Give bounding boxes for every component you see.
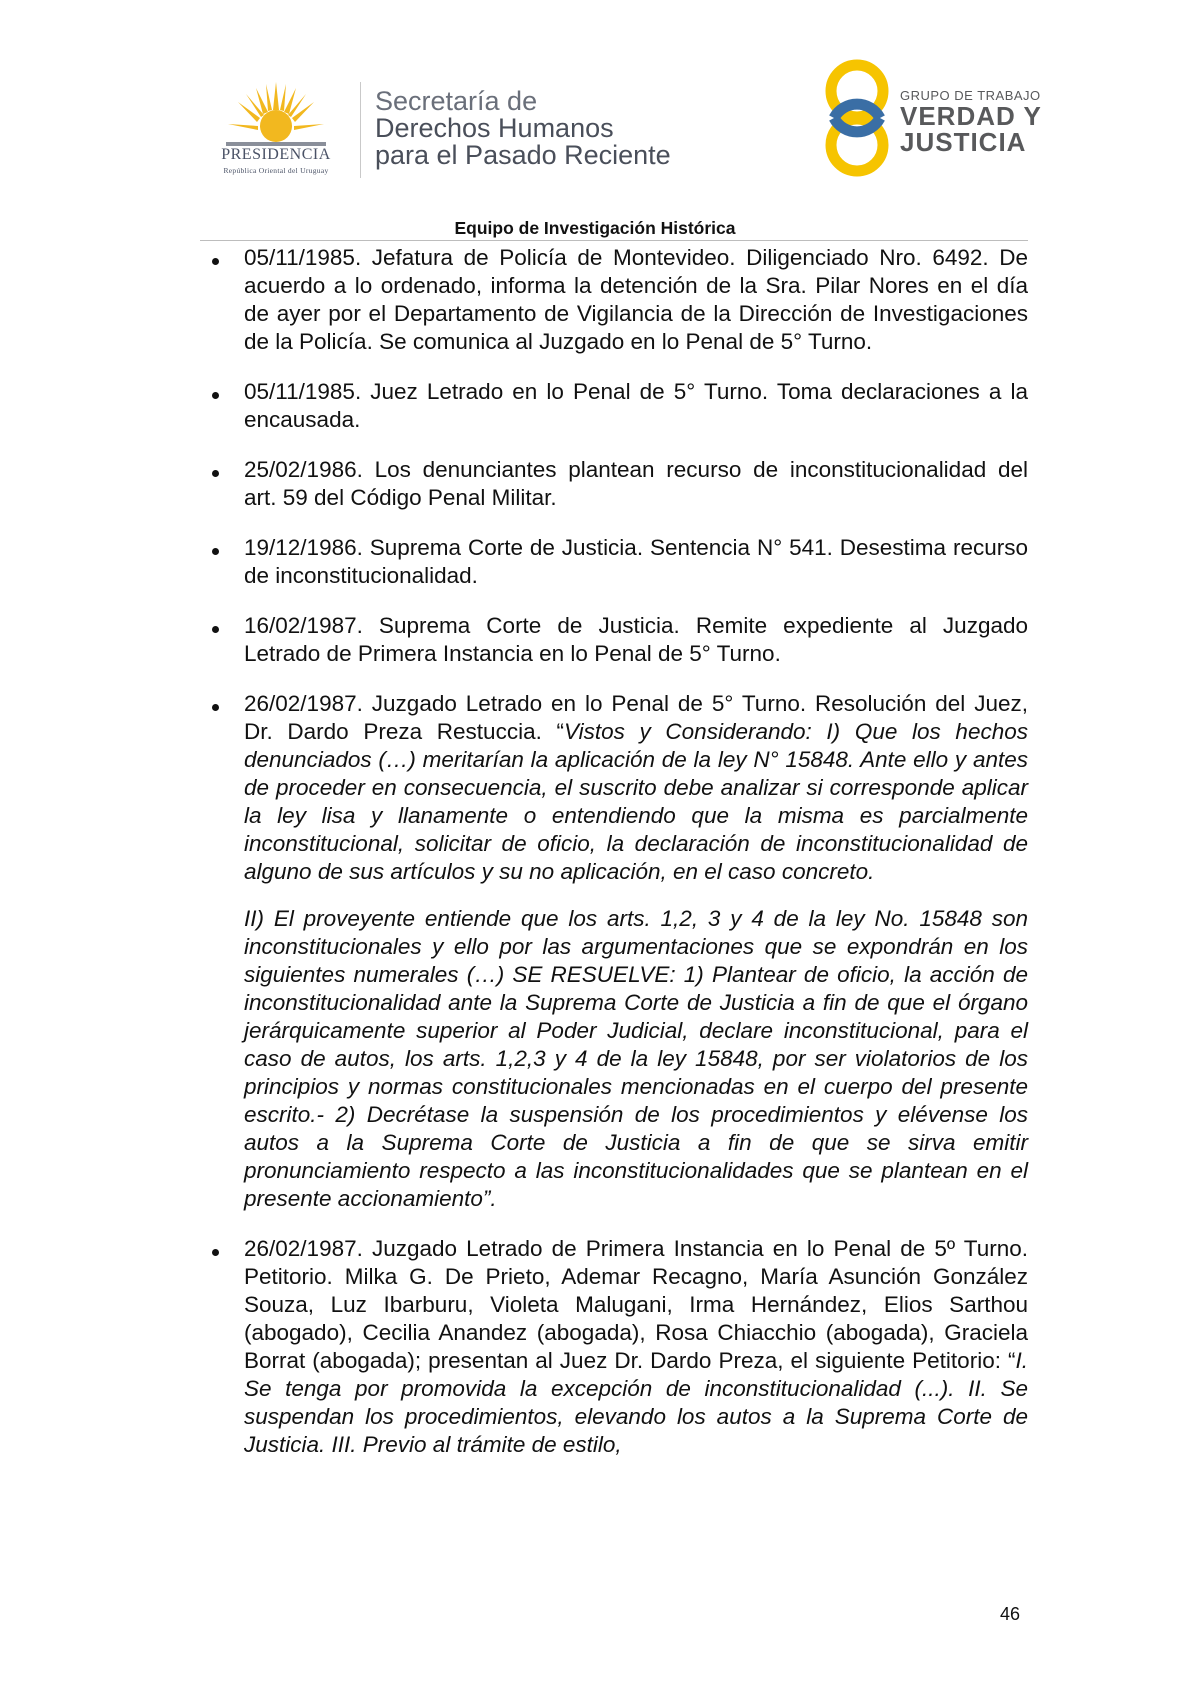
gt-justicia-label: JUSTICIA — [900, 127, 1027, 157]
entry-italic-quote: I. Se tenga por promovida la excepción de inconstitucionalidad (...). II. Se suspendan los procedimientos, elevando los autos a la Suprema Corte de Justicia. III. Previo al trámite de estilo, — [244, 1348, 1028, 1457]
bullet-icon — [212, 1249, 219, 1256]
entry-text: 16/02/1987. Suprema Corte de Justicia. Remite expediente al Juzgado Letrado de Primera Instancia en lo Penal de 5° Turno. — [244, 613, 1028, 666]
gt-small-label: GRUPO DE TRABAJO — [900, 88, 1041, 103]
secretaria-logo-text — [375, 88, 671, 169]
sun-emblem-icon — [226, 80, 326, 150]
entry-text — [244, 1235, 1028, 1459]
chronology-list — [200, 244, 1028, 1459]
entry-text: 05/11/1985. Juez Letrado en lo Penal de 5° Turno. Toma declaraciones a la encausada. — [244, 379, 1028, 432]
bullet-icon — [212, 258, 219, 265]
presidencia-subtitle: República Oriental del Uruguay — [223, 166, 329, 175]
entry-text: 05/11/1985. Jefatura de Policía de Montevideo. Diligenciado Nro. 6492. De acuerdo a lo ordenado, informa la detención de la Sra. Pilar Nores en el día de ayer por el Departamento de Vigilancia de la Dirección de Investigaciones de la Policía. Se comunica al Juzgado en lo Penal de 5° Turno. — [244, 245, 1028, 354]
list-item — [200, 378, 1028, 434]
secretaria-line-2: Derechos Humanos — [375, 113, 614, 143]
header-divider — [360, 82, 361, 178]
bullet-icon — [212, 470, 219, 477]
presidencia-text: PRESIDENCIA — [221, 146, 331, 163]
page-header — [0, 0, 1190, 240]
verdad-justicia-text — [900, 88, 1042, 155]
list-item — [200, 534, 1028, 590]
bullet-icon — [212, 392, 219, 399]
entry-text: 19/12/1986. Suprema Corte de Justicia. Sentencia N° 541. Desestima recurso de inconstitucionalidad. — [244, 535, 1028, 588]
entry-text — [244, 690, 1028, 886]
bullet-icon — [212, 704, 219, 711]
secretaria-line-3: para el Pasado Reciente — [375, 140, 671, 170]
secretaria-line-1: Secretaría de — [375, 86, 538, 116]
page-number: 46 — [1000, 1604, 1021, 1624]
list-item — [200, 612, 1028, 668]
presidencia-logo — [196, 80, 356, 180]
entry-plain-text: 26/02/1987. Juzgado Letrado en lo Penal de 5° Turno. Resolución del Juez, Dr. Dardo Preza Restuccia. “ — [244, 691, 1028, 744]
bullet-icon — [212, 626, 219, 633]
document-body — [200, 244, 1028, 1481]
list-item — [200, 456, 1028, 512]
header-rule — [200, 240, 1028, 241]
gt-verdad-label: VERDAD Y — [900, 101, 1042, 131]
team-title: Equipo de Investigación Histórica — [454, 218, 736, 238]
entry-plain-text: 26/02/1987. Juzgado Letrado de Primera Instancia en lo Penal de 5º Turno. Petitorio. Milka G. De Prieto, Ademar Recagno, María Asunción González Souza, Luz Ibarburu, Violeta Malugani, Irma Hernández, Elios Sarthou (abogado), Cecilia Anandez (abogada), Rosa Chiacchio (abogada), Graciela Borrat (abogada); presentan al Juez Dr. Dardo Preza, el siguiente Petitorio: “ — [244, 1236, 1028, 1373]
entry-quote-paragraph: II) El proveyente entiende que los arts. 1,2, 3 y 4 de la ley No. 15848 son inconstitucionales y ello por las argumentaciones que se expondrán en los siguientes numerales (…) SE RESUELVE: 1) Plantear de oficio, la acción de inconstitucionalidad ante la Suprema Corte de Justicia a fin de que el órgano jerárquicamente superior al Poder Judicial, declare inconstitucional, para el caso de autos, los arts. 1,2,3 y 4 de la ley 15848, por ser violatorios de los principios y normas constitucionales mencionadas en el cuerpo del presente escrito.- 2) Decrétase la suspensión de los procedimientos y elévense los autos a la Suprema Corte de Justicia a fin de que se sirva emitir pronunciamiento respecto a las inconstitucionalidades que se plantean en el presente accionamiento”. — [244, 906, 1028, 1211]
list-item — [200, 1235, 1028, 1459]
list-item — [200, 690, 1028, 1213]
bullet-icon — [212, 548, 219, 555]
verdad-justicia-rings-icon — [820, 56, 894, 180]
entry-text: 25/02/1986. Los denunciantes plantean recurso de inconstitucionalidad del art. 59 del Código Penal Militar. — [244, 457, 1028, 510]
entry-italic-quote: Vistos y Considerando: I) Que los hechos denunciados (…) meritarían la aplicación de la ley N° 15848. Ante ello y antes de proceder en consecuencia, el suscrito debe analizar si corresponde aplicar la ley lisa y llanamente o entendiendo que la misma es parcialmente inconstitucional, solicitar de oficio, la declaración de inconstitucionalidad de alguno de sus artículos y su no aplicación, en el caso concreto. — [244, 719, 1028, 884]
list-item — [200, 244, 1028, 356]
